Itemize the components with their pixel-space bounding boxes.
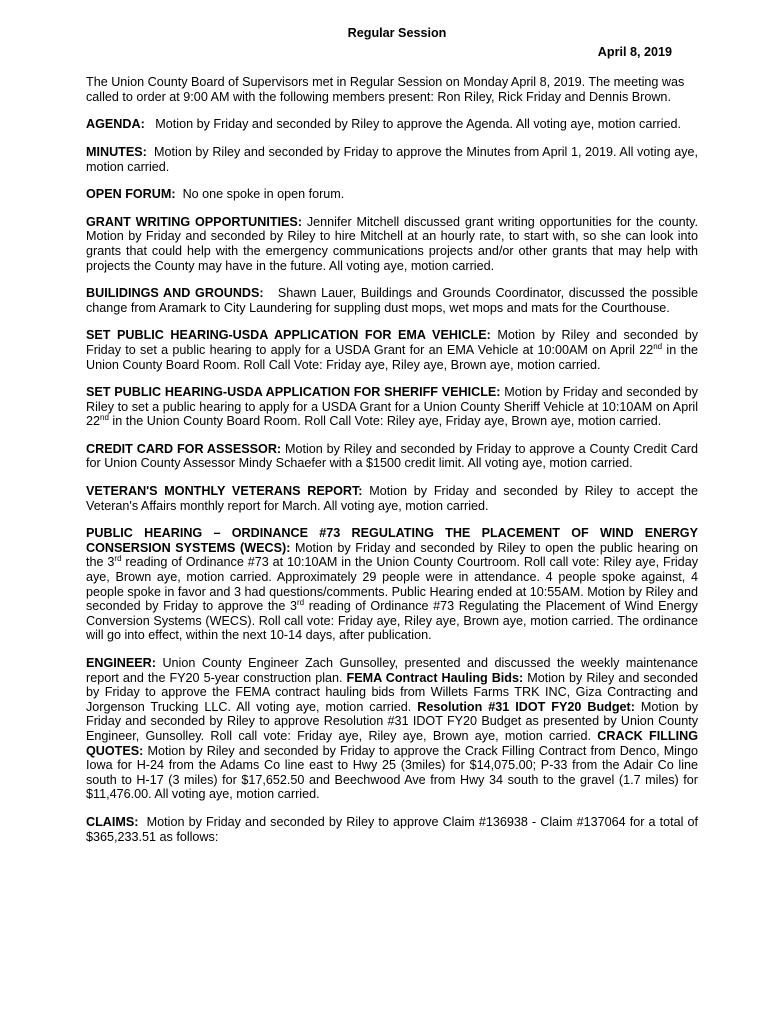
section-text: Motion by Riley and seconded by Friday to approve a County Credit Card for Union County Assessor Mindy Schaefer with a $1500 credit limit. All voting aye, motion carried. bbox=[86, 441, 699, 471]
open-forum-section bbox=[86, 187, 698, 202]
section-heading: VETERAN'S MONTHLY VETERANS REPORT: bbox=[86, 484, 363, 499]
section-heading: SET PUBLIC HEARING-USDA APPLICATION FOR SHERIFF VEHICLE: bbox=[86, 385, 501, 400]
engineer-section bbox=[86, 656, 698, 802]
section-heading: GRANT WRITING OPPORTUNITIES: bbox=[86, 214, 303, 229]
section-text: Jennifer Mitchell discussed grant writing opportunities for the county. Motion by Friday and seconded by Riley to hire Mitchell at an hourly rate, to start with, so she can look into grants that could help with the emergency communications projects and/or other grants that may help with projects the County may have in the future. All voting aye, motion carried. bbox=[86, 214, 698, 273]
claims-section bbox=[86, 815, 698, 844]
section-text: Motion by Riley and seconded by Friday to approve the Crack Filling Contract from Denco, Mingo Iowa for H-24 from the Adams Co line east to Hwy 25 (3miles) for $14,075.00; P-33 from the Adair Co line south to H-17 (3 miles) for $17,652.50 and Beechwood Ave from Hwy 34 south to the gravel (1.7 miles) for $11,476.00. All voting aye, motion carried. bbox=[86, 743, 698, 802]
ordinal-suffix: nd bbox=[653, 341, 663, 351]
section-heading: CREDIT CARD FOR ASSESSOR: bbox=[86, 441, 282, 456]
agenda-section bbox=[86, 117, 698, 132]
section-heading: PUBLIC HEARING – ORDINANCE #73 REGULATING THE PLACEMENT OF WIND ENERGY CONSERSION SYSTEMS (WECS): bbox=[86, 526, 698, 555]
ordinal-suffix: rd bbox=[114, 554, 122, 564]
meeting-date: April 8, 2019 bbox=[597, 44, 672, 59]
section-text: in the Union County Board Room. Roll Call Vote: Riley aye, Friday aye, Brown aye, motion carried. bbox=[108, 414, 662, 429]
subsection-heading: Resolution #31 IDOT FY20 Budget: bbox=[417, 699, 635, 714]
section-text: reading of Ordinance #73 Regulating the Placement of Wind Energy Conversion Systems (WECS). Roll call vote: Friday aye, Riley aye, Brown aye, motion carried. The ordinance will go into effect, within the next 10-14 days, after publication. bbox=[86, 599, 698, 643]
section-text: Union County Engineer Zach Gunsolley, presented and discussed the weekly maintenance report and the FY20 5-year construction plan. bbox=[86, 656, 698, 685]
section-text: Motion by Friday and seconded by Riley to approve the Agenda. All voting aye, motion carried. bbox=[155, 117, 682, 132]
section-heading: SET PUBLIC HEARING-USDA APPLICATION FOR EMA VEHICLE: bbox=[86, 328, 491, 343]
section-text: Motion by Friday and seconded by Riley to approve Claim #136938 - Claim #137064 for a total of $365,233.51 as follows: bbox=[86, 814, 699, 844]
ema-hearing-section bbox=[86, 328, 698, 372]
section-text: reading of Ordinance #73 at 10:10AM in the Union County Courtroom. Roll call vote: Riley aye, Friday aye, Brown aye, motion carried. Approximately 29 people were in attendance. 4 people spoke against, 4 people spoke in favor and 3 had questions/comments. Public Hearing ended at 10:55AM. Motion by Riley and seconded by Friday to approve the 3 bbox=[86, 555, 698, 614]
section-heading: OPEN FORUM: bbox=[86, 187, 176, 202]
section-heading: CLAIMS: bbox=[86, 814, 139, 829]
section-text: No one spoke in open forum. bbox=[182, 187, 345, 202]
subsection-heading: CRACK FILLING QUOTES: bbox=[86, 728, 699, 758]
section-text: Motion by Friday and seconded by Riley to open the public hearing on the 3 bbox=[86, 540, 698, 570]
section-text: Shawn Lauer, Buildings and Grounds Coordinator, discussed the possible change from Aramark to City Laundering for suppling dust mops, wet mops and mats for the Courthouse. bbox=[86, 286, 698, 315]
ordinance-section bbox=[86, 526, 698, 643]
veterans-section bbox=[86, 484, 698, 513]
section-text: Motion by Friday and seconded by Riley to approve Resolution #31 IDOT FY20 Budget as presented by Union County Engineer, Gunsolley. Roll call vote: Friday aye, Riley aye, Brown aye, motion carried. bbox=[86, 699, 698, 743]
section-text: in the Union County Board Room. Roll Call Vote: Friday aye, Riley aye, Brown aye, motion carried. bbox=[86, 342, 698, 372]
section-heading: BUILIDINGS AND GROUNDS: bbox=[86, 286, 264, 301]
section-heading: ENGINEER: bbox=[86, 656, 156, 670]
section-text: Motion by Riley and seconded by Friday to approve the FEMA contract hauling bids from Willets Farms TRK INC, Giza Contracting and Jorgenson Trucking LLC. All voting aye, motion carried. bbox=[86, 670, 698, 714]
intro-paragraph: The Union County Board of Supervisors met in Regular Session on Monday April 8, 2019. The meeting was called to order at 9:00 AM with the following members present: Ron Riley, Rick Friday and Dennis Brown. bbox=[86, 75, 685, 104]
buildings-section bbox=[86, 286, 698, 315]
credit-card-section bbox=[86, 442, 698, 471]
section-heading: MINUTES: bbox=[86, 144, 147, 159]
subsection-heading: FEMA Contract Hauling Bids: bbox=[346, 670, 524, 685]
ordinal-suffix: nd bbox=[100, 413, 109, 423]
minutes-section bbox=[86, 145, 698, 174]
ordinal-suffix: rd bbox=[296, 598, 305, 608]
section-text: Motion by Friday and seconded by Riley to set a public hearing to apply for a USDA Grant for a Union County Sheriff Vehicle at 10:10AM on April 22 bbox=[86, 385, 698, 429]
section-text: Motion by Riley and seconded by Friday to set a public hearing to apply for a USDA Grant for an EMA Vehicle at 10:00AM on April 22 bbox=[86, 328, 698, 357]
document-title: Regular Session bbox=[347, 26, 447, 40]
section-text: Motion by Friday and seconded by Riley to accept the Veteran's Affairs monthly report for March. All voting aye, motion carried. bbox=[86, 484, 699, 513]
section-text: Motion by Riley and seconded by Friday to approve the Minutes from April 1, 2019. All voting aye, motion carried. bbox=[86, 144, 698, 174]
sheriff-hearing-section bbox=[86, 385, 698, 429]
section-heading: AGENDA: bbox=[86, 117, 145, 132]
grant-writing-section bbox=[86, 215, 698, 273]
